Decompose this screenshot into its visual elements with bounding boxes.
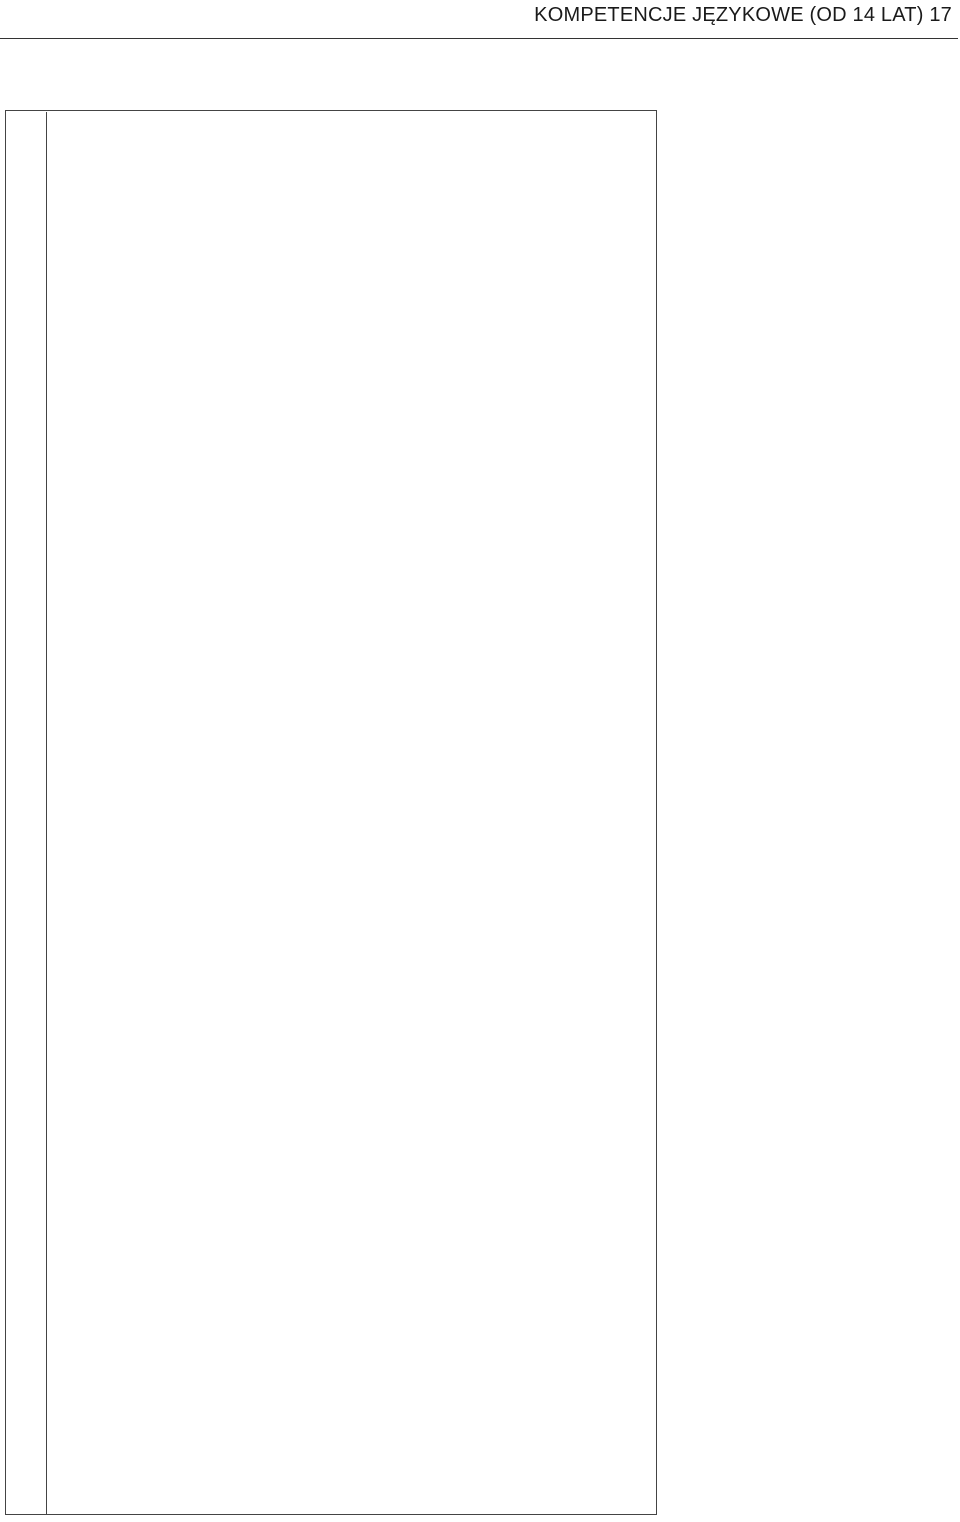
- column-level-3: [14, 112, 664, 515]
- column-level-2: [14, 515, 664, 940]
- column-level-1: [14, 940, 664, 1515]
- page-header: KOMPETENCJE JĘZYKOWE (OD 14 LAT) 17: [534, 4, 952, 26]
- header-rule: [0, 38, 958, 39]
